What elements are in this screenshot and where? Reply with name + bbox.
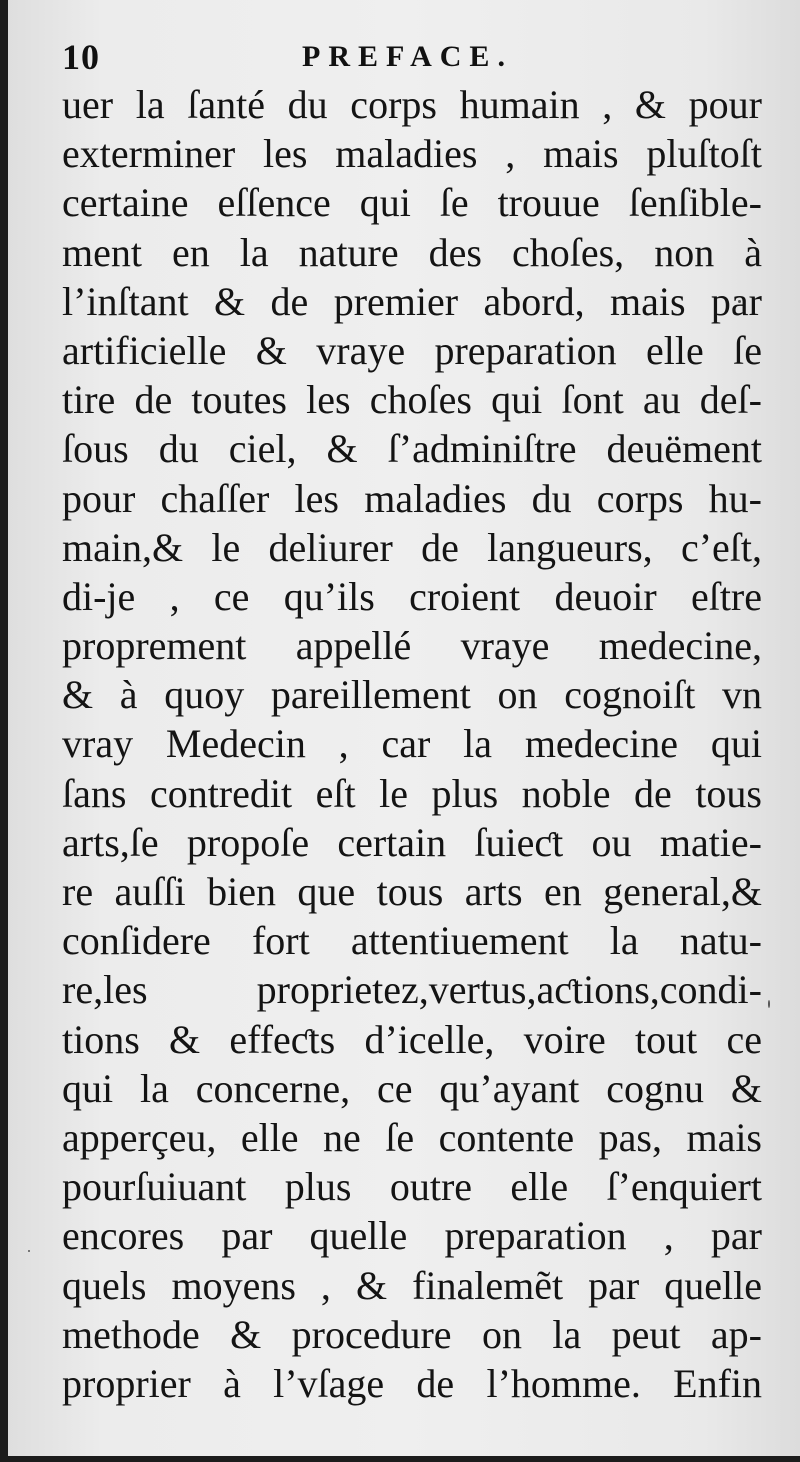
text-line: pourſuiuant plus outre elle ſ’enquiert [62,1164,762,1210]
text-line: encores par quelle preparation , par [62,1213,762,1259]
text-line: apperçeu, elle ne ſe contente pas, mais [62,1114,762,1160]
text-line: re auſſi bien que tous arts en general,& [62,869,762,914]
text-line: l’inſtant & de premier abord, mais par [62,278,762,324]
text-line: re,les proprietez,vertus,aƈtions,condi- [62,967,762,1013]
text-line: proprier à l’vſage de l’homme. Enfin [62,1360,762,1406]
text-line: & à quoy pareillement on cognoiſt vn [62,672,762,718]
text-line: arts,ſe propoſe certain ſuieƈt ou matie- [62,819,762,865]
running-head-title: PREFACE. [302,40,513,73]
text-line: ment en la nature des choſes, non à [62,229,762,275]
text-line: conſidere fort attentiuement la natu- [62,918,762,964]
text-line: methode & procedure on la peut ap- [62,1311,762,1357]
text-line: artificielle & vraye preparation elle ſe [62,327,762,373]
text-line: pour chaſſer les maladies du corps hu- [62,475,762,521]
text-line: ſous du ciel, & ſ’adminiſtre deuëment [62,426,762,472]
text-line: uer la ſanté du corps humain , & pour [62,82,762,127]
text-line: quels moyens , & finalemẽt par quelle [62,1262,762,1308]
text-line: tions & effeƈts d’icelle, voire tout ce [62,1016,762,1062]
text-line: main,& le deliurer de langueurs, c’eſt, [62,524,762,570]
body-text [62,80,762,1408]
text-line: vray Medecin , car la medecine qui [62,721,762,767]
text-line: ſans contredit eſt le plus noble de tous [62,770,762,816]
text-line: certaine eſſence qui ſe trouue ſenſible- [62,180,762,226]
text-line: qui la concerne, ce qu’ayant cognu & [62,1065,762,1111]
ink-speck [28,1250,30,1252]
text-line: proprement appellé vraye medecine, [62,623,762,669]
text-line: tire de toutes les choſes qui ſont au deſ- [62,377,762,423]
text-line: exterminer les maladies , mais pluſtoſt [62,131,762,177]
page-number: 10 [62,37,100,77]
book-page [8,0,800,1456]
text-line: di-je , ce qu’ils croient deuoir eſtre [62,573,762,619]
running-head [56,36,756,84]
ink-speck [768,1000,770,1008]
